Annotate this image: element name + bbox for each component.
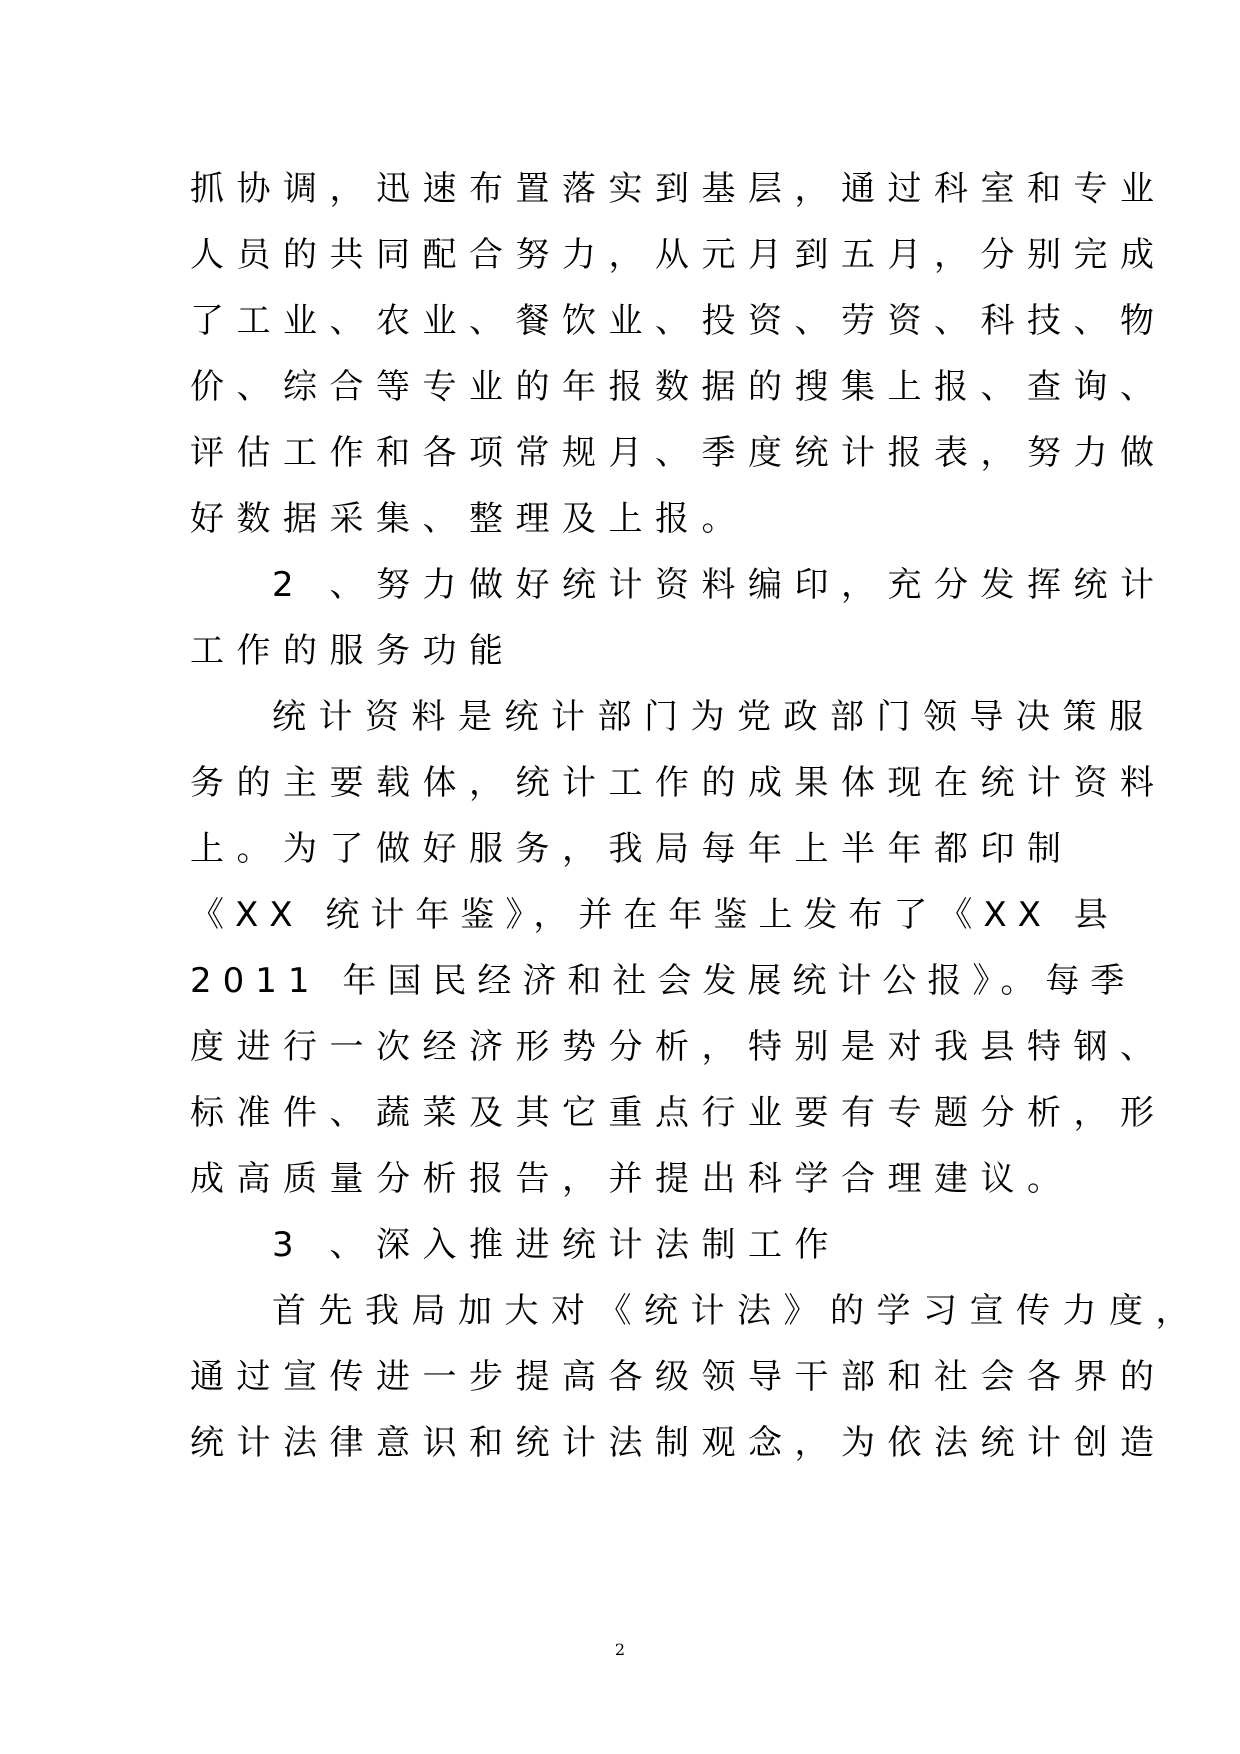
section-heading-3: 3 、深入推进统计法制工作 <box>272 1225 841 1265</box>
body-line-14: 度进行一次经济形势分析，特别是对我县特钢、 <box>190 1027 1167 1067</box>
body-line-20: 统计法律意识和统计法制观念，为依法统计创造 <box>190 1423 1167 1463</box>
body-line-9: 统计资料是统计部门为党政部门领导决策服 <box>272 697 1156 737</box>
body-line-1: 抓协调，迅速布置落实到基层，通过科室和专业 <box>190 169 1167 209</box>
body-line-5: 评估工作和各项常规月、季度统计报表，努力做 <box>190 433 1167 473</box>
body-line-2: 人员的共同配合努力，从元月到五月，分别完成 <box>190 235 1167 275</box>
body-line-19: 通过宣传进一步提高各级领导干部和社会各界的 <box>190 1357 1167 1397</box>
body-line-13: 2011 年国民经济和社会发展统计公报》。每季 <box>190 961 1136 1001</box>
section-heading-2-line-2: 工作的服务功能 <box>190 631 516 671</box>
body-line-3: 了工业、农业、餐饮业、投资、劳资、科技、物 <box>190 301 1167 341</box>
body-line-10: 务的主要载体，统计工作的成果体现在统计资料 <box>190 763 1167 803</box>
page-number: 2 <box>614 1640 626 1659</box>
body-line-6: 好数据采集、整理及上报。 <box>190 499 748 539</box>
body-line-16: 成高质量分析报告，并提出科学合理建议。 <box>190 1159 1074 1199</box>
body-line-11: 上。为了做好服务，我局每年上半年都印制 <box>190 829 1074 869</box>
section-heading-2-line-1: 2 、努力做好统计资料编印，充分发挥统计 <box>272 565 1167 605</box>
body-line-15: 标准件、蔬菜及其它重点行业要有专题分析，形 <box>190 1093 1167 1133</box>
body-line-12: 《XX 统计年鉴》，并在年鉴上发布了《XX 县 <box>190 895 1119 935</box>
body-line-4: 价、综合等专业的年报数据的搜集上报、查询、 <box>190 367 1167 407</box>
body-line-18: 首先我局加大对《统计法》的学习宣传力度， <box>272 1291 1202 1331</box>
